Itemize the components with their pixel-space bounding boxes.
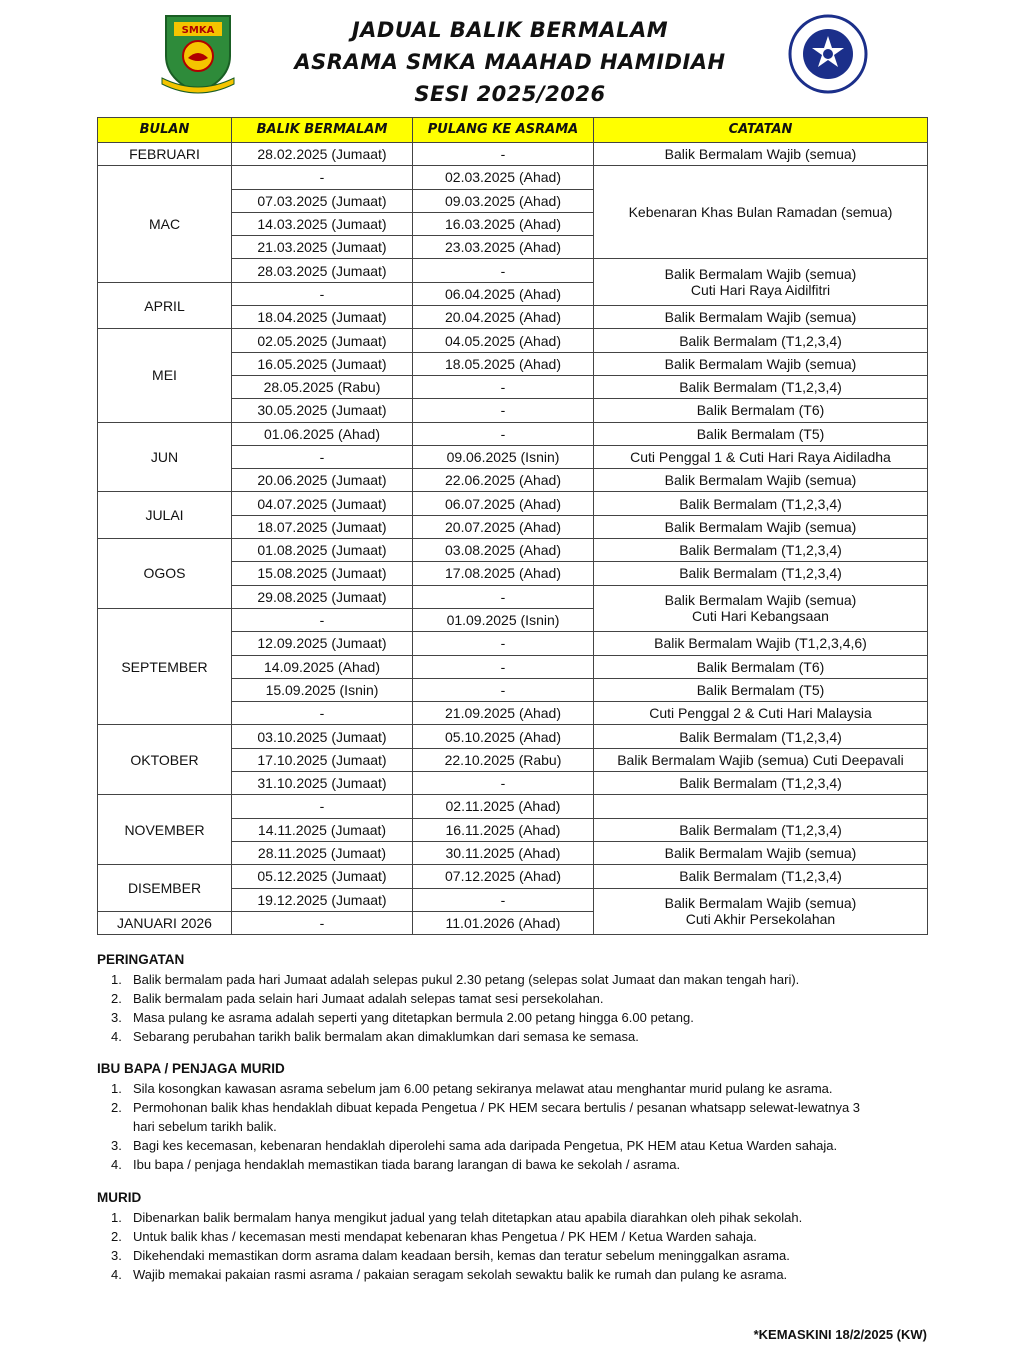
item-number: 3. [111,1010,122,1025]
catatan-cell: Balik Bermalam (T1,2,3,4) [594,329,928,352]
table-row [98,795,928,818]
pulang-cell: - [413,632,594,655]
smka-crest-logo [160,12,236,94]
list-item [97,1155,927,1174]
catatan-cell: Cuti Penggal 1 & Cuti Hari Raya Aidiladha [594,445,928,468]
pulang-cell: 04.05.2025 (Ahad) [413,329,594,352]
table-row [98,422,928,445]
title-line-2: ASRAMA SMKA MAAHAD HAMIDIAH [294,50,726,74]
document-title [250,14,770,110]
pulang-cell: 09.06.2025 (Isnin) [413,445,594,468]
list-item [97,1246,927,1265]
catatan-cell: Balik Bermalam (T1,2,3,4) [594,865,928,888]
catatan-line: Balik Bermalam Wajib (semua) [664,592,857,609]
pulang-cell: 07.12.2025 (Ahad) [413,865,594,888]
item-number: 2. [111,1229,122,1244]
balik-cell: - [232,445,413,468]
pulang-cell: - [413,422,594,445]
table-row [98,539,928,562]
month-cell: OKTOBER [98,725,232,795]
item-text: Sebarang perubahan tarikh balik bermalam akan dimaklumkan dari semasa ke semasa. [133,1029,639,1044]
catatan-cell: Balik Bermalam (T5) [594,422,928,445]
catatan-line: Cuti Hari Kebangsaan [692,608,829,625]
header-bulan: BULAN [98,118,232,143]
list-item [97,1027,927,1046]
catatan-cell: Balik Bermalam (T6) [594,399,928,422]
pulang-cell: 06.04.2025 (Ahad) [413,282,594,305]
murid-list [97,1208,927,1284]
item-text: Balik bermalam pada hari Jumaat adalah selepas pukul 2.30 petang (selepas solat Jumaat dan makan tengah hari). [133,972,800,987]
balik-cell: - [232,282,413,305]
catatan-cell: Balik Bermalam (T1,2,3,4) [594,818,928,841]
balik-cell: 15.08.2025 (Jumaat) [232,562,413,585]
header-pulang-ke-asrama: PULANG KE ASRAMA [413,118,594,143]
balik-cell: 20.06.2025 (Jumaat) [232,469,413,492]
pulang-cell: 16.03.2025 (Ahad) [413,212,594,235]
catatan-cell: Balik Bermalam Wajib (semua) [594,352,928,375]
balik-cell: 01.06.2025 (Ahad) [232,422,413,445]
pulang-cell: 01.09.2025 (Isnin) [413,608,594,631]
pulang-cell: 02.11.2025 (Ahad) [413,795,594,818]
pulang-cell: 18.05.2025 (Ahad) [413,352,594,375]
month-cell: JULAI [98,492,232,539]
month-cell: APRIL [98,282,232,329]
title-line-1: JADUAL BALIK BERMALAM [351,18,669,42]
catatan-line: Balik Bermalam Wajib (semua) [664,895,857,912]
catatan-cell: Balik Bermalam (T1,2,3,4) [594,492,928,515]
table-row [98,166,928,189]
item-number: 3. [111,1138,122,1153]
balik-cell: - [232,702,413,725]
pulang-cell: 03.08.2025 (Ahad) [413,539,594,562]
list-item [97,970,927,989]
item-text: Dikehendaki memastikan dorm asrama dalam keadaan bersih, kemas dan teratur sebelum meninggalkan asrama. [133,1248,790,1263]
month-cell: OGOS [98,539,232,609]
catatan-cell [594,259,928,306]
table-row [98,865,928,888]
item-number: 3. [111,1248,122,1263]
balik-cell: 15.09.2025 (Isnin) [232,678,413,701]
pulang-cell: - [413,399,594,422]
list-item [97,1265,927,1284]
item-text: Untuk balik khas / kecemasan mesti mendapat kebenaran khas Pengetua / PK HEM / Ketua Warden sahaja. [133,1229,757,1244]
catatan-cell: Balik Bermalam (T1,2,3,4) [594,562,928,585]
header-balik-bermalam: BALIK BERMALAM [232,118,413,143]
balik-cell: 19.12.2025 (Jumaat) [232,888,413,911]
catatan-line: Balik Bermalam Wajib (semua) [664,266,857,283]
pulang-cell: 16.11.2025 (Ahad) [413,818,594,841]
section-title: IBU BAPA / PENJAGA MURID [97,1061,285,1076]
pulang-cell: - [413,585,594,608]
balik-cell: - [232,911,413,934]
month-cell: DISEMBER [98,865,232,912]
pulang-cell: 30.11.2025 (Ahad) [413,841,594,864]
item-text: Masa pulang ke asrama adalah seperti yang ditetapkan bermula 2.00 petang hingga 6.00 petang. [133,1010,694,1025]
pulang-cell: - [413,375,594,398]
balik-cell: 16.05.2025 (Jumaat) [232,352,413,375]
balik-cell: - [232,795,413,818]
catatan-cell: Balik Bermalam Wajib (semua) [594,469,928,492]
peringatan-list [97,970,927,1046]
month-cell: SEPTEMBER [98,608,232,724]
balik-cell: 04.07.2025 (Jumaat) [232,492,413,515]
balik-cell: 21.03.2025 (Jumaat) [232,236,413,259]
month-cell: MEI [98,329,232,422]
pulang-cell: - [413,678,594,701]
catatan-line: Cuti Akhir Persekolahan [685,911,836,928]
update-footnote: *KEMASKINI 18/2/2025 (KW) [753,1327,927,1342]
section-title: MURID [97,1190,142,1205]
table-row [98,143,928,166]
table-row [98,725,928,748]
pulang-cell: 05.10.2025 (Ahad) [413,725,594,748]
list-item [97,1008,927,1027]
ibu-bapa-section [97,1061,927,1174]
balik-cell: 28.05.2025 (Rabu) [232,375,413,398]
list-item [97,1227,927,1246]
list-item [97,989,927,1008]
murid-section [97,1190,927,1284]
balik-cell: 03.10.2025 (Jumaat) [232,725,413,748]
catatan-cell: Balik Bermalam Wajib (T1,2,3,4,6) [594,632,928,655]
item-number: 1. [111,1081,122,1096]
header-catatan: CATATAN [594,118,928,143]
catatan-line: Cuti Hari Raya Aidilfitri [690,282,831,299]
balik-cell: 07.03.2025 (Jumaat) [232,189,413,212]
pulang-cell: - [413,772,594,795]
pulang-cell: 20.04.2025 (Ahad) [413,306,594,329]
title-line-3: SESI 2025/2026 [414,82,606,106]
item-text: Balik bermalam pada selain hari Jumaat adalah selepas tamat sesi persekolahan. [133,991,604,1006]
svg-text:SMKA: SMKA [181,25,215,36]
balik-cell: 28.02.2025 (Jumaat) [232,143,413,166]
ibu-bapa-list [97,1079,927,1174]
catatan-cell: Balik Bermalam (T6) [594,655,928,678]
catatan-cell: Balik Bermalam (T5) [594,678,928,701]
item-number: 4. [111,1157,122,1172]
pulang-cell: 22.10.2025 (Rabu) [413,748,594,771]
balik-cell: 28.03.2025 (Jumaat) [232,259,413,282]
balik-cell: - [232,166,413,189]
item-number: 1. [111,972,122,987]
month-cell: FEBRUARI [98,143,232,166]
balik-cell: 29.08.2025 (Jumaat) [232,585,413,608]
month-cell: NOVEMBER [98,795,232,865]
item-number: 4. [111,1267,122,1282]
balik-cell: 14.09.2025 (Ahad) [232,655,413,678]
catatan-cell: Balik Bermalam (T1,2,3,4) [594,772,928,795]
pulang-cell: - [413,655,594,678]
item-text: Ibu bapa / penjaga hendaklah memastikan tiada barang larangan di bawa ke sekolah / asrama. [133,1157,681,1172]
item-number: 2. [111,991,122,1006]
balik-cell: 05.12.2025 (Jumaat) [232,865,413,888]
pulang-cell: 17.08.2025 (Ahad) [413,562,594,585]
catatan-cell: Kebenaran Khas Bulan Ramadan (semua) [594,166,928,259]
balik-cell: 12.09.2025 (Jumaat) [232,632,413,655]
section-title: PERINGATAN [97,952,185,967]
pulang-cell: 09.03.2025 (Ahad) [413,189,594,212]
schedule-table [97,117,928,935]
item-text: Sila kosongkan kawasan asrama sebelum jam 6.00 petang sekiranya melawat atau menghantar murid pulang ke asrama. [133,1081,833,1096]
balik-cell: 17.10.2025 (Jumaat) [232,748,413,771]
balik-cell: 14.03.2025 (Jumaat) [232,212,413,235]
balik-cell: 18.04.2025 (Jumaat) [232,306,413,329]
table-row [98,492,928,515]
pulang-cell: - [413,259,594,282]
month-cell: JUN [98,422,232,492]
item-number: 1. [111,1210,122,1225]
balik-cell: 18.07.2025 (Jumaat) [232,515,413,538]
catatan-cell: Balik Bermalam (T1,2,3,4) [594,375,928,398]
catatan-cell: Balik Bermalam (T1,2,3,4) [594,539,928,562]
pulang-cell: 02.03.2025 (Ahad) [413,166,594,189]
pulang-cell: 22.06.2025 (Ahad) [413,469,594,492]
pulang-cell: 23.03.2025 (Ahad) [413,236,594,259]
catatan-cell: Balik Bermalam Wajib (semua) [594,841,928,864]
table-row [98,329,928,352]
balik-cell: 31.10.2025 (Jumaat) [232,772,413,795]
catatan-cell [594,795,928,818]
balik-cell: 30.05.2025 (Jumaat) [232,399,413,422]
pulang-cell: - [413,888,594,911]
table-header-row [98,118,928,143]
pulang-cell: 21.09.2025 (Ahad) [413,702,594,725]
month-cell: MAC [98,166,232,282]
pulang-cell: - [413,143,594,166]
catatan-cell [594,888,928,935]
catatan-cell: Balik Bermalam Wajib (semua) [594,306,928,329]
list-item [97,1079,927,1098]
peringatan-section [97,952,927,1046]
balik-cell: 14.11.2025 (Jumaat) [232,818,413,841]
list-item [97,1136,927,1155]
catatan-cell: Balik Bermalam Wajib (semua) [594,143,928,166]
balik-cell: - [232,608,413,631]
catatan-cell: Balik Bermalam Wajib (semua) [594,515,928,538]
item-number: 4. [111,1029,122,1044]
balik-cell: 28.11.2025 (Jumaat) [232,841,413,864]
item-number: 2. [111,1100,122,1115]
item-text: Dibenarkan balik bermalam hanya mengikut jadual yang telah ditetapkan atau apabila diarahkan oleh pihak sekolah. [133,1210,803,1225]
pulang-cell: 06.07.2025 (Ahad) [413,492,594,515]
item-text: Bagi kes kecemasan, kebenaran hendaklah diperolehi sama ada daripada Pengetua, PK HEM atau Ketua Warden sahaja. [133,1138,838,1153]
list-item [97,1098,927,1136]
asrama-emblem-logo [788,14,868,94]
pulang-cell: 11.01.2026 (Ahad) [413,911,594,934]
balik-cell: 01.08.2025 (Jumaat) [232,539,413,562]
item-text: Permohonan balik khas hendaklah dibuat kepada Pengetua / PK HEM secara bertulis / pesanan whatsapp selewat-lewatnya 3 hari sebelum tarikh balik. [133,1100,861,1134]
item-text: Wajib memakai pakaian rasmi asrama / pakaian seragam sekolah sewaktu balik ke rumah dan pulang ke asrama. [133,1267,788,1282]
month-cell: JANUARI 2026 [98,911,232,934]
balik-cell: 02.05.2025 (Jumaat) [232,329,413,352]
catatan-cell [594,585,928,632]
catatan-cell: Balik Bermalam (T1,2,3,4) [594,725,928,748]
catatan-cell: Cuti Penggal 2 & Cuti Hari Malaysia [594,702,928,725]
pulang-cell: 20.07.2025 (Ahad) [413,515,594,538]
catatan-cell: Balik Bermalam Wajib (semua) Cuti Deepavali [594,748,928,771]
list-item [97,1208,927,1227]
